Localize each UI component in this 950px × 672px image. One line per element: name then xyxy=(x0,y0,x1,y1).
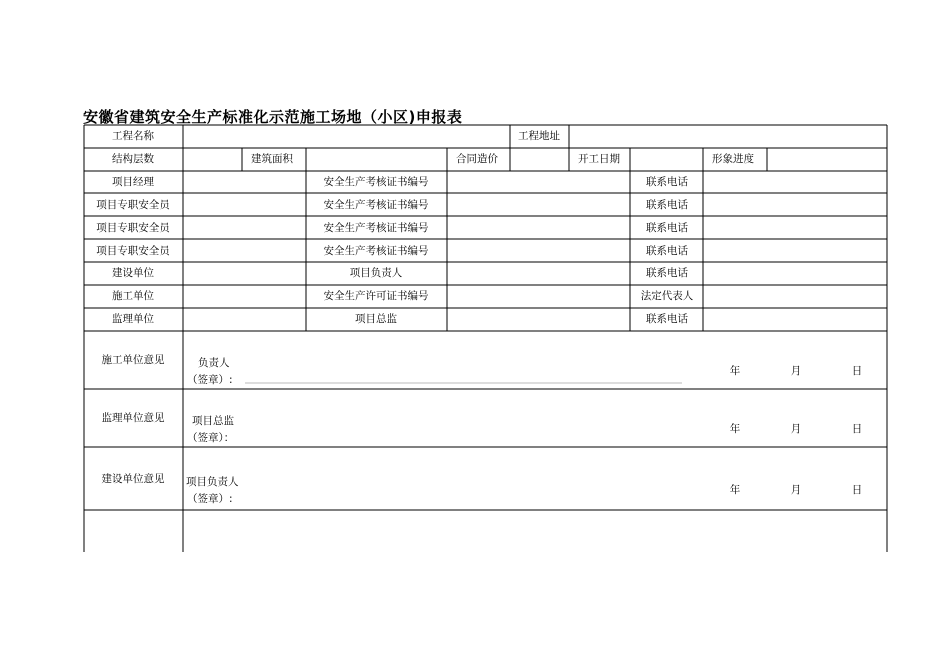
personnel-contact-label: 联系电话 xyxy=(646,267,688,279)
personnel-cert-label: 安全生产考核证书编号 xyxy=(323,245,429,257)
personnel-role: 项目专职安全员 xyxy=(96,222,170,234)
opinion-label: 施工单位意见 xyxy=(101,354,165,366)
personnel-cert-label: 项目负责人 xyxy=(349,267,403,279)
structure-floors-label: 结构层数 xyxy=(112,153,154,165)
opinion-year: 年 xyxy=(729,365,741,377)
project-address-label: 工程地址 xyxy=(518,130,560,142)
opinion-day: 日 xyxy=(851,365,863,377)
personnel-cert-label: 项目总监 xyxy=(355,313,397,325)
personnel-contact-label: 联系电话 xyxy=(646,222,688,234)
personnel-contact-label: 联系电话 xyxy=(646,199,688,211)
opinion-label: 建设单位意见 xyxy=(101,473,165,485)
personnel-cert-label: 安全生产考核证书编号 xyxy=(323,176,429,188)
personnel-role: 监理单位 xyxy=(112,313,154,325)
personnel-contact-label: 联系电话 xyxy=(646,176,688,188)
personnel-role: 项目专职安全员 xyxy=(96,199,170,211)
building-area-label: 建筑面积 xyxy=(251,153,293,165)
personnel-cert-label: 安全生产许可证书编号 xyxy=(323,290,429,302)
opinion-day: 日 xyxy=(851,484,863,496)
personnel-contact-label: 联系电话 xyxy=(646,245,688,257)
opinion-signer: 项目总监 xyxy=(192,415,234,427)
opinion-year: 年 xyxy=(729,423,741,435)
opinion-label: 监理单位意见 xyxy=(101,412,165,424)
opinion-day: 日 xyxy=(851,423,863,435)
personnel-cert-label: 安全生产考核证书编号 xyxy=(323,222,429,234)
contract-cost-label: 合同造价 xyxy=(456,153,498,165)
opinion-seal: （签章）： xyxy=(187,432,235,444)
progress-label: 形象进度 xyxy=(712,153,754,165)
personnel-contact-label: 法定代表人 xyxy=(640,290,694,302)
personnel-role: 项目专职安全员 xyxy=(96,245,170,257)
personnel-cert-label: 安全生产考核证书编号 xyxy=(323,199,429,211)
opinion-signer: 项目负责人 xyxy=(186,476,239,488)
personnel-role: 建设单位 xyxy=(112,267,154,279)
personnel-contact-label: 联系电话 xyxy=(646,313,688,325)
opinion-seal: （签章）: xyxy=(187,374,233,386)
project-name-label: 工程名称 xyxy=(112,130,154,142)
personnel-role: 项目经理 xyxy=(112,176,154,188)
opinion-seal: （签章）: xyxy=(187,493,233,505)
personnel-role: 施工单位 xyxy=(112,290,154,302)
start-date-label: 开工日期 xyxy=(578,153,620,165)
opinion-year: 年 xyxy=(729,484,741,496)
opinion-month: 月 xyxy=(790,423,802,435)
opinion-month: 月 xyxy=(790,365,802,377)
form-title: 安徽省建筑安全生产标准化示范施工场地（小区)申报表 xyxy=(83,108,463,126)
opinion-month: 月 xyxy=(790,484,802,496)
opinion-signer: 负责人 xyxy=(198,357,230,369)
